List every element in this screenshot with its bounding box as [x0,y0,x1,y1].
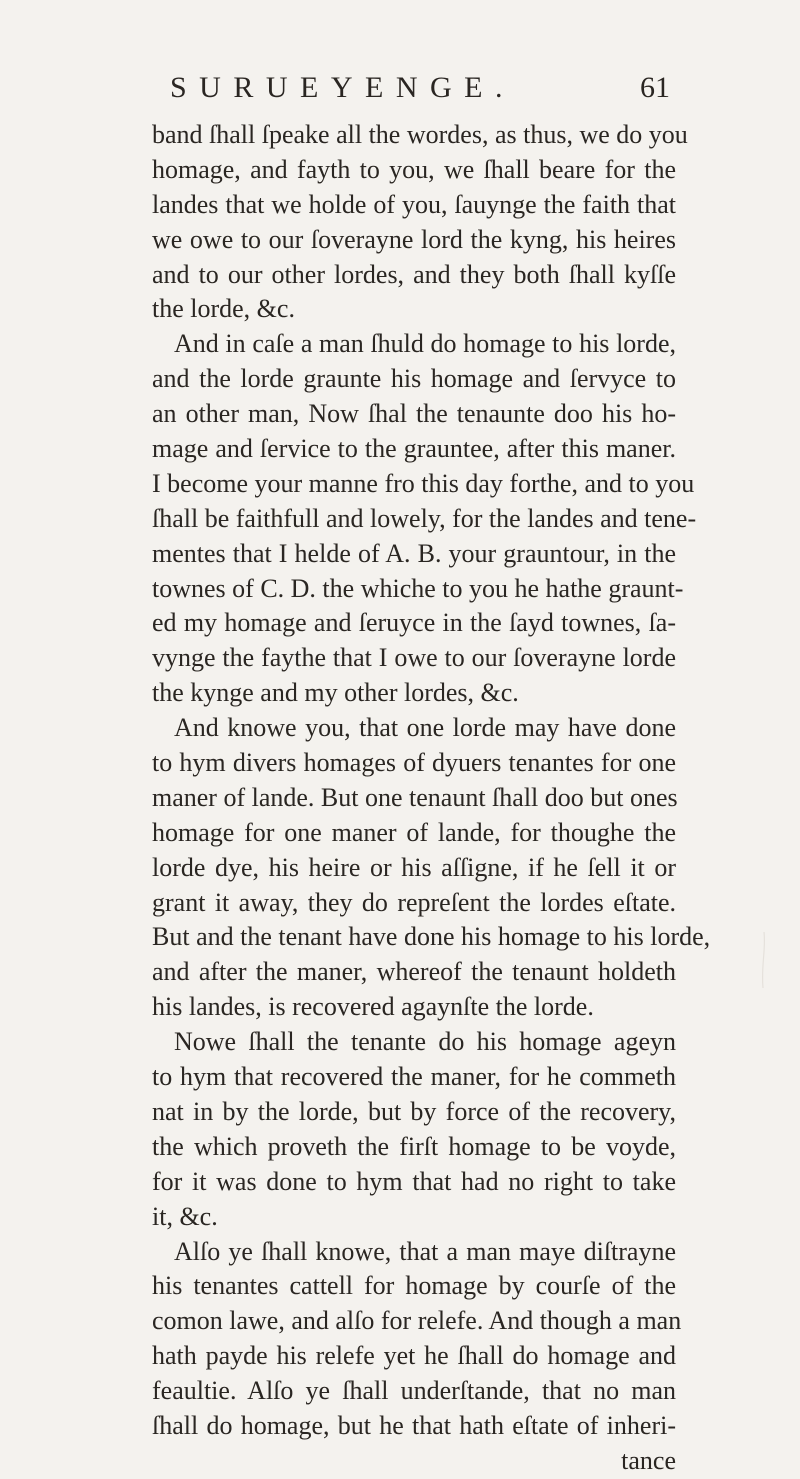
text-line: feaultie. Alſo ye ſhall underſtande, that no man [152,1376,676,1406]
text-line: I become your manne fro this day forthe, and to you [152,468,695,498]
text-line: it, &c. [152,1201,218,1231]
running-head [170,66,670,110]
paragraph-start-line: Nowe ſhall the tenante do his homage ageyn [174,1027,676,1057]
catchword-line: tance [621,1445,676,1475]
text-line: But and the tenant have done his homage to his lorde, [152,922,711,952]
text-line: we owe to our ſoverayne lord the kyng, his heires [152,224,676,254]
text-line: lorde dye, his heire or his aſſigne, if he ſell it or [152,852,676,882]
text-line: grant it away, they do repreſent the lordes eſtate. [152,887,676,917]
text-line: hath payde his relefe yet he ſhall do homage and [152,1341,676,1371]
text-line: for it was done to hym that had no right to take [152,1166,676,1196]
text-line: mentes that I helde of A. B. your grauntour, in the [152,538,676,568]
text-line: ed my homage and ſeruyce in the ſayd townes, ſa- [152,608,676,638]
text-line: his tenantes cattell for homage by courſe of the [152,1271,676,1301]
page-number: 61 [640,71,670,104]
text-line: ſhall be faithfull and lowely, for the landes and tene- [152,503,697,533]
paragraph-start-line: And in caſe a man ſhuld do homage to his lorde, [174,329,676,359]
text-line: to hym that recovered the maner, for he commeth [152,1062,676,1092]
text-line: an other man, Now ſhal the tenaunte doo his ho- [152,399,676,429]
text-line: comon lawe, and alſo for relefe. And though a man [152,1306,682,1336]
text-line: and after the maner, whereof the tenaunt holdeth [152,957,676,987]
body-text [152,118,711,1479]
text-line: homage, and fayth to you, we ſhall beare for the [152,154,676,184]
text-line: the kynge and my other lordes, &c. [152,678,519,708]
text-line: to hym divers homages of dyuers tenantes for one [152,748,676,778]
running-title: SURUEYENGE. [170,71,515,104]
text-line: the lorde, &c. [152,294,295,324]
text-line: and to our other lordes, and they both ſhall kyſſe [152,259,676,289]
text-line: vynge the faythe that I owe to our ſoverayne lorde [152,643,676,673]
text-line: ſhall do homage, but he that hath eſtate of inheri- [152,1410,676,1440]
paragraph-start-line: Alſo ye ſhall knowe, that a man maye diſtrayne [174,1236,676,1266]
paper-mark [752,930,774,990]
text-line: landes that we holde of you, ſauynge the faith that [152,189,676,219]
text-line: band ſhall ſpeake all the wordes, as thus, we do you [152,120,688,149]
text-line: nat in by the lorde, but by force of the recovery, [152,1096,676,1126]
paragraph-start-line: And knowe you, that one lorde may have done [174,713,676,743]
text-line: mage and ſervice to the grauntee, after this maner. [152,434,676,464]
text-line: and the lorde graunte his homage and ſervyce to [152,364,676,394]
text-line: homage for one maner of lande, for thoughe the [152,817,676,847]
text-line: maner of lande. But one tenaunt ſhall doo but ones [152,782,678,812]
text-line: townes of C. D. the whiche to you he hathe graunt- [152,573,684,603]
text-line: his landes, is recovered agaynſte the lorde. [152,992,594,1022]
text-line: the which proveth the firſt homage to be voyde, [152,1131,676,1161]
